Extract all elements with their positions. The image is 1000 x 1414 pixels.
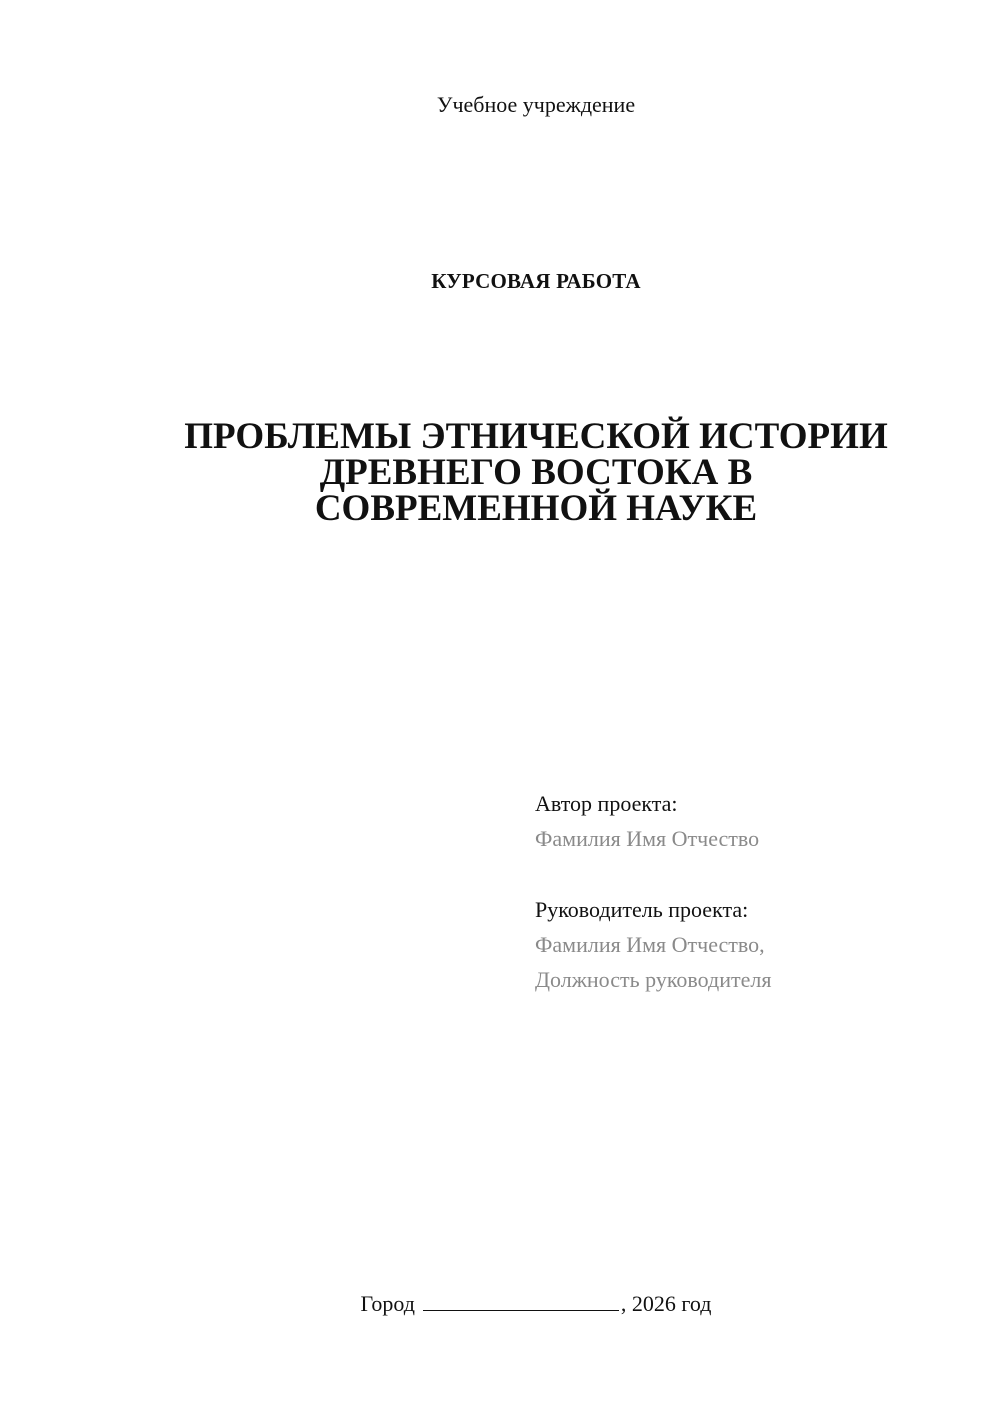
work-title xyxy=(140,416,932,529)
work-title-line: ПРОБЛЕМЫ ЭТНИЧЕСКОЙ ИСТОРИИ xyxy=(184,416,888,457)
supervisor-block xyxy=(535,892,955,997)
supervisor-label: Руководитель проекта: xyxy=(535,897,749,922)
city-year-line xyxy=(0,1290,1000,1318)
work-title-line: ДРЕВНЕГО ВОСТОКА В xyxy=(319,452,753,493)
year-text: , 2026 год xyxy=(620,1291,712,1316)
city-label: Город xyxy=(360,1291,415,1316)
document-type: КУРСОВАЯ РАБОТА xyxy=(431,269,641,293)
author-name: Фамилия Имя Отчество xyxy=(535,826,760,851)
author-block xyxy=(535,786,955,856)
supervisor-position: Должность руководителя xyxy=(535,967,772,992)
author-label: Автор проекта: xyxy=(535,791,678,816)
supervisor-name: Фамилия Имя Отчество, xyxy=(535,932,765,957)
city-blank-line xyxy=(423,1290,619,1311)
institution-name: Учебное учреждение xyxy=(436,92,636,117)
work-title-line: СОВРЕМЕННОЙ НАУКЕ xyxy=(314,488,758,529)
